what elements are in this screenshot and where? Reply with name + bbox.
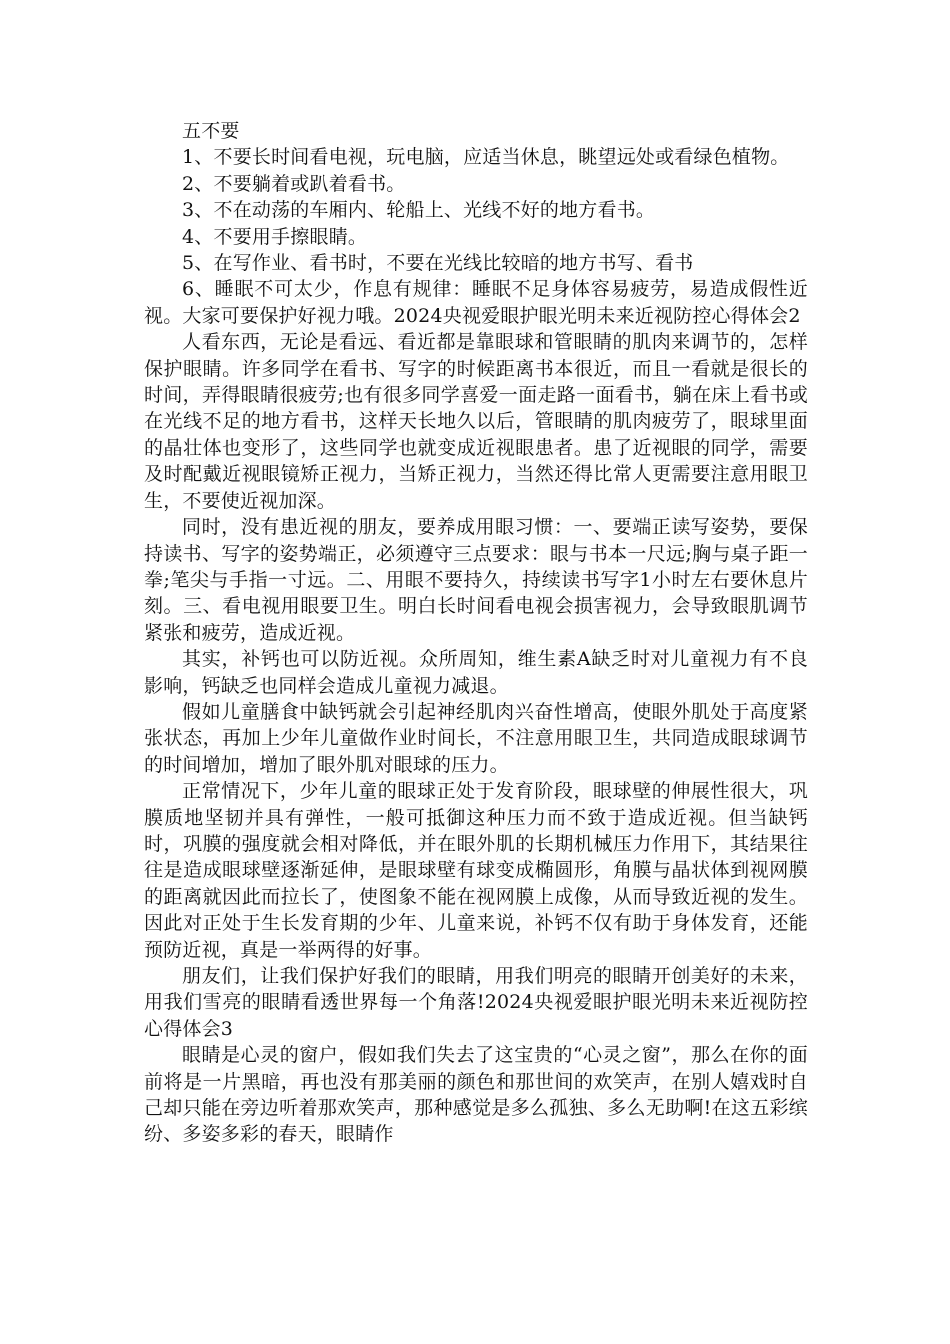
paragraph: 朋友们，让我们保护好我们的眼睛，用我们明亮的眼睛开创美好的未来，用我们雪亮的眼睛看透世界每一个角落!2024央视爱眼护眼光明未来近视防控心得体会3 [144, 965, 808, 1040]
paragraph: 人看东西，无论是看远、看近都是靠眼球和管眼睛的肌肉来调节的，怎样保护眼睛。许多同学在看书、写字的时候距离书本很近，而且一看就是很长的时间，弄得眼睛很疲劳;也有很多同学喜爱一面走路一面看书，躺在床上看书或在光线不足的地方看书，这样天长地久以后，管眼睛的肌肉疲劳了，眼球里面的晶壮体也变形了，这些同学也就变成近视眼患者。患了近视眼的同学，需要及时配戴近视眼镜矫正视力，当矫正视力，当然还得比常人更需要注意用眼卫生，不要使近视加深。 [144, 331, 808, 512]
paragraph: 假如儿童膳食中缺钙就会引起神经肌肉兴奋性增高，使眼外肌处于高度紧张状态，再加上少年儿童做作业时间长，不注意用眼卫生，共同造成眼球调节的时间增加，增加了眼外肌对眼球的压力。 [144, 700, 808, 776]
paragraph: 5、在写作业、看书时，不要在光线比较暗的地方书写、看书 [182, 252, 694, 275]
paragraph: 6、睡眠不可太少，作息有规律：睡眠不足身体容易疲劳，易造成假性近视。大家可要保护好视力哦。2024央视爱眼护眼光明未来近视防控心得体会2 [144, 278, 808, 327]
paragraph: 同时，没有患近视的朋友，要养成用眼习惯：一、要端正读写姿势，要保持读书、写字的姿势端正，必须遵守三点要求：眼与书本一尺远;胸与桌子距一拳;笔尖与手指一寸远。二、用眼不要持久，持续读书写字1小时左右要休息片刻。三、看电视用眼要卫生。明白长时间看电视会损害视力，会导致眼肌调节紧张和疲劳，造成近视。 [144, 516, 808, 644]
paragraph: 其实，补钙也可以防近视。众所周知，维生素A缺乏时对儿童视力有不良影响，钙缺乏也同样会造成儿童视力减退。 [144, 648, 808, 697]
paragraph: 3、不在动荡的车厢内、轮船上、光线不好的地方看书。 [182, 199, 656, 222]
paragraph: 眼睛是心灵的窗户，假如我们失去了这宝贵的“心灵之窗”，那么在你的面前将是一片黑暗，再也没有那美丽的颜色和那世间的欢笑声，在别人嬉戏时自己却只能在旁边听着那欢笑声，那种感觉是多么孤独、多么无助啊!在这五彩缤纷、多姿多彩的春天，眼睛作 [144, 1044, 808, 1146]
heading-five-donts: 五不要 [182, 120, 240, 142]
document-body [144, 118, 808, 1148]
paragraph: 1、不要长时间看电视，玩电脑，应适当休息，眺望远处或看绿色植物。 [182, 146, 790, 169]
paragraph: 正常情况下，少年儿童的眼球正处于发育阶段，眼球壁的伸展性很大，巩膜质地坚韧并具有弹性，一般可抵御这种压力而不致于造成近视。但当缺钙时，巩膜的强度就会相对降低，并在眼外肌的长期机械压力作用下，其结果往往是造成眼球壁逐渐延伸，是眼球壁有球变成椭圆形，角膜与晶状体到视网膜的距离就因此而拉长了，使图象不能在视网膜上成像，从而导致近视的发生。因此对正处于生长发育期的少年、儿童来说，补钙不仅有助于身体发育，还能预防近视，真是一举两得的好事。 [144, 780, 808, 961]
paragraph: 2、不要躺着或趴着看书。 [182, 172, 406, 195]
paragraph: 4、不要用手擦眼睛。 [182, 225, 368, 248]
